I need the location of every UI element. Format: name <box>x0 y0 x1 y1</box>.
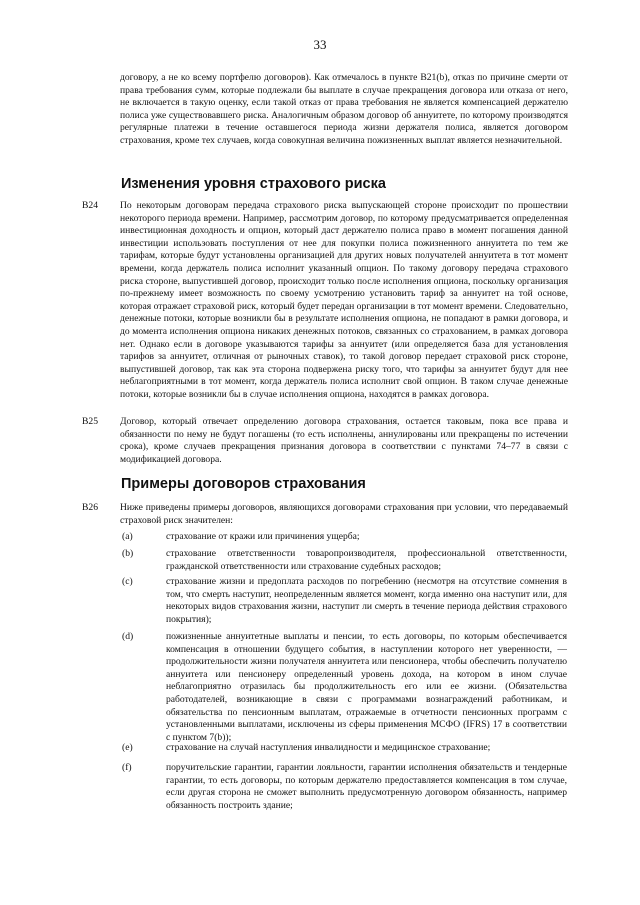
list-item-label: (d) <box>122 631 134 642</box>
list-item-text: страхование от кражи или причинения ущерба; <box>166 531 360 542</box>
list-item-text: страхование на случай наступления инвалидности и медицинское страхование; <box>166 742 491 753</box>
section-heading-risk-changes: Изменения уровня страхового риска <box>121 176 386 192</box>
paragraph-number-b24: B24 <box>82 200 98 211</box>
paragraph-b24: По некоторым договорам передача страхового риска выпускающей стороне происходит по прошествии некоторого периода времени. Например, рассмотрим договор, по которому предусматривается определенная инвестиционная доходность и опцион, который даст держателю полиса право в момент погашения данной инвестиции использовать поступления от нее для покупки полиса пожизненного аннуитета по тем же тарифам, которые будут установлены организацией для других новых получателей аннуитета в тот момент времени, когда держатель полиса исполнит указанный опцион. По такому договору передача страхового риска стороне, выпустившей договор, происходит только после исполнения опциона, поскольку организация по-прежнему имеет возможность по своему усмотрению установить тариф за аннуитет на той основе, которая отражает страховой риск, который будет передан организации в тот момент времени. Следовательно, денежные потоки, которые возникли бы в результате исполнения опциона, не попадают в рамки договора, и до момента исполнения опциона никаких денежных потоков, связанных со страхованием, в рамках договора нет. Однако если в договоре указываются тарифы за аннуитет (или определяется база для установления тарифов за аннуитет, отличная от рыночных ставок), то такой договор передает страховой риск стороне, выпустившей договор, так как эта сторона подвержена риску того, что тарифы за аннуитет будут для нее неблагоприятными в тот момент, когда держатель полиса исполнит свой опцион. В таком случае денежные потоки, которые возникли бы в случае исполнения опциона, находятся в рамках договора. <box>120 200 568 400</box>
page-number: 33 <box>313 37 327 52</box>
list-item-label: (e) <box>122 742 133 753</box>
section-heading-examples: Примеры договоров страхования <box>121 476 366 492</box>
list-item-text: пожизненные аннуитетные выплаты и пенсии, то есть договоры, по которым обеспечивается компенсация в отношении будущего события, в наступлении которого нет уверенности, — продолжительности жизни получателя аннуитета или пенсионера, чтобы обеспечить получателю аннуитета или пенсионеру определенный уровень дохода, на котором в ином случае неблагоприятно отразилась бы продолжительность его или ее жизни. (Обязательства работодателей, возникающие в связи с программами вознаграждений работникам, и обязательства по пенсионным выплатам, отражаемые в отчетности пенсионных программ с установленными выплатами, исключены из сферы применения МСФО (IFRS) 17 в соответствии с пунктом 7(b)); <box>166 631 567 743</box>
list-item-label: (b) <box>122 548 134 559</box>
paragraph-number-b25: B25 <box>82 416 98 427</box>
paragraph-b26: Ниже приведены примеры договоров, являющихся договорами страхования при условии, что передаваемый страховой риск значителен: <box>120 502 568 526</box>
paragraph-b25: Договор, который отвечает определению договора страхования, остается таковым, пока все права и обязанности по нему не будут погашены (то есть исполнены, аннулированы или прекращены по истечении срока), кроме случаев прекращения признания договора в соответствии с пунктами 74–77 в связи с модификацией договора. <box>120 416 568 465</box>
list-item-text: страхование жизни и предоплата расходов по погребению (несмотря на отсутствие сомнения в том, что смерть наступит, неопределенным является момент, когда именно она наступит или, для некоторых видов страхования жизни, наступит ли смерть в течение периода действия страхового покрытия); <box>166 576 567 625</box>
list-item-text: поручительские гарантии, гарантии лояльности, гарантии исполнения обязательств и тендерные гарантии, то есть договоры, по которым держателю предоставляется компенсация в том случае, если другая сторона не сможет выполнить предусмотренную договором обязанность, например обязанность построить здание; <box>166 762 567 811</box>
list-item-label: (f) <box>122 762 132 773</box>
list-item-text: страхование ответственности товаропроизводителя, профессиональной ответственности, гражданской ответственности или страхование судебных расходов; <box>166 548 567 572</box>
list-item-label: (a) <box>122 531 133 542</box>
paragraph-number-b26: B26 <box>82 502 98 513</box>
list-item-label: (c) <box>122 576 133 587</box>
intro-paragraph: договору, а не ко всему портфелю договоров). Как отмечалось в пункте B21(b), отказ по причине смерти от права требования сумм, которые подлежали бы выплате в случае прекращения договора или отказа от него, не включается в такую оценку, если такой отказ от права требования не является компенсацией держателю полиса уже существовавшего риска. Аналогичным образом договор об аннуитете, по которому производятся регулярные платежи в течение оставшегося периода жизни держателя полиса, является договором страхования, кроме тех случаев, когда совокупная величина пожизненных выплат является незначительной. <box>120 72 568 146</box>
